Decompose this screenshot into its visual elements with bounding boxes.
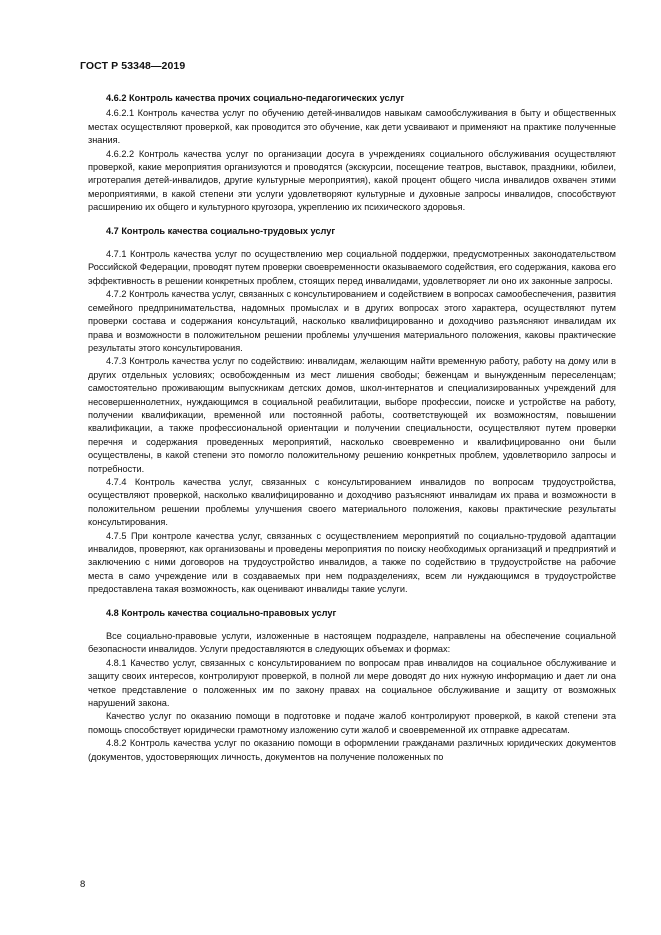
section-heading: 4.7 Контроль качества социально-трудовых услуг — [106, 225, 336, 236]
paragraph: 4.7.1 Контроль качества услуг по осуществлению мер социальной поддержки, предусмотренных законодательством Российской Федерации, проводят путем проверки своевременности оказываемого содействия, его содержания, какова его эффективность в решении конкретных проблем, стоящих перед инвалидами, удовлетворяет ли оно их законные запросы. — [88, 249, 616, 286]
paragraph: 4.7.3 Контроль качества услуг по содействию: инвалидам, желающим найти временную работу, работу на дому или в других отдельных условиях; освобожденным из мест лишения свободы; беженцам и вынужденным переселенцам; самостоятельно проживающим выпускникам детских домов, школ-интернатов и специализированных учреждений для несовершеннолетних, нуждающимся в социальной реабилитации, выборе профессии, поиске и устройстве на работу, получении квалификации, временной или постоянной работы, соответствующей их возможностям, повышении квалификации, а также профессиональной ориентации и получении специальности, осуществляют путем проверки перечня и содержания проведенных мероприятий, насколько своевременно и квалифицированно они были осуществлены, в какой степени это помогло положительному решению конкретных проблем, удовлетворило запросы и потребности. — [88, 356, 616, 474]
paragraph: 4.6.2.2 Контроль качества услуг по организации досуга в учреждениях социального обслуживания осуществляют проверкой, какие мероприятия организуются и проводятся (экскурсии, посещение театров, выставок, праздники, юбилеи, игротерапия детей-инвалидов, другие культурные мероприятия), какой процент общего числа инвалидов охвачен этими мероприятиями, в какой степени эти услуги удовлетворяют культурные и духовные запросы инвалидов, способствуют расширению их общего и культурного кругозора, укреплению их психического здоровья. — [88, 148, 616, 213]
paragraph: 4.7.5 При контроле качества услуг, связанных с осуществлением мероприятий по социально-трудовой адаптации инвалидов, проверяют, как организованы и проведены мероприятия по поиску необходимых организаций и предприятий и заключению с ними договоров на трудоустройство инвалидов, а также по содействию в трудоустройстве на рабочие места в само учреждение или в создаваемых при нем подразделениях, всем ли нуждающимся в трудоустройстве предоставлена такая возможность, как оценивают инвалиды такие услуги. — [88, 530, 616, 595]
paragraph: 4.6.2.1 Контроль качества услуг по обучению детей-инвалидов навыкам самообслуживания в быту и общественных местах осуществляют проверкой, как проводится это обучение, как дети усваивают и применяют на практике полученные знания. — [88, 108, 616, 146]
running-header: ГОСТ Р 53348—2019 — [80, 60, 186, 72]
document-body — [88, 92, 616, 764]
section-heading: 4.8 Контроль качества социально-правовых услуг — [106, 607, 337, 618]
page-number: 8 — [80, 879, 86, 890]
paragraph: 4.8.1 Качество услуг, связанных с консультированием по вопросам прав инвалидов на социальное обслуживание и защиту своих интересов, контролируют проверкой, в полной ли мере доводят до них нужную информацию и дает ли она четкое представление о положенных им по закону правах на социальное обслуживание и защиту от возможных нарушений закона. — [88, 657, 616, 709]
paragraph: 4.7.4 Контроль качества услуг, связанных с консультированием инвалидов по вопросам трудоустройства, осуществляют проверкой, насколько квалифицированно и доходчиво разъясняют инвалидам их права и возможности в положительном решении проблемы улучшения своего материального положения, каковы практические результаты консультирования. — [88, 476, 616, 528]
paragraph: 4.7.2 Контроль качества услуг, связанных с консультированием и содействием в вопросах самообеспечения, развития семейного предпринимательства, надомных промыслах и в других вопросах этого характера, осуществляют путем проверки состава и содержания консультаций, насколько квалифицированно и доходчиво разъясняют инвалидам их права и возможности в положительном решении проблемы улучшения материального положения, каковы практические результаты этого консультирования. — [88, 289, 616, 353]
paragraph: Качество услуг по оказанию помощи в подготовке и подаче жалоб контролируют проверкой, в какой степени эта помощь способствует юридически грамотному изложению сути жалоб и своевременной их отправке адресатам. — [88, 711, 616, 735]
paragraph: Все социально-правовые услуги, изложенные в настоящем подразделе, направлены на обеспечение социальной безопасности инвалидов. Услуги предоставляются в следующих объемах и формах: — [88, 631, 616, 655]
subsection-heading: 4.6.2 Контроль качества прочих социально-педагогических услуг — [106, 93, 405, 103]
paragraph: 4.8.2 Контроль качества услуг по оказанию помощи в оформлении гражданами различных юридических документов (документов, удостоверяющих личность, документов на получение положенных по — [88, 738, 616, 762]
